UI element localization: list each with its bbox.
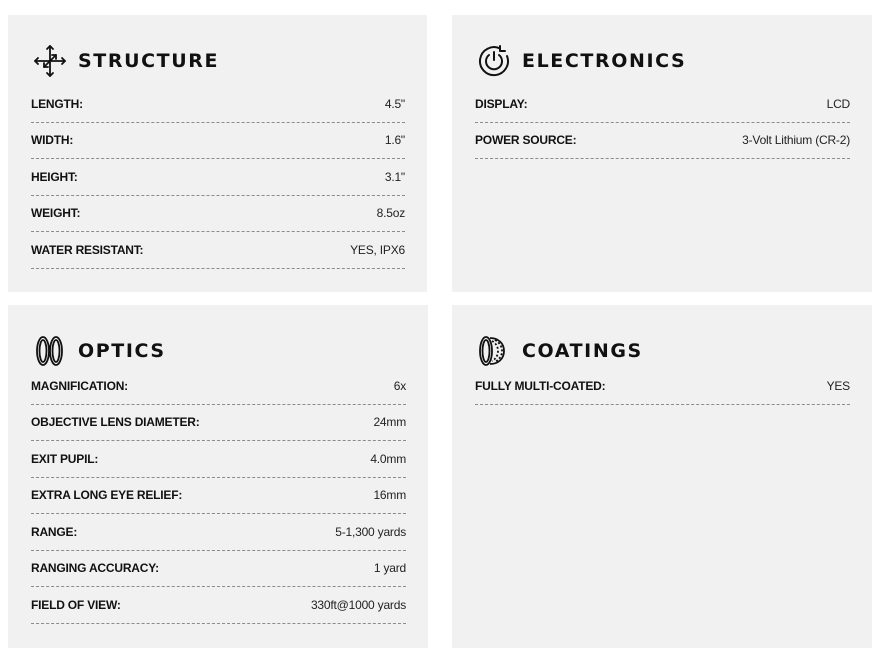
electronics-header xyxy=(476,43,686,79)
spec-label: RANGING ACCURACY: xyxy=(31,561,159,576)
spec-label: FIELD OF VIEW: xyxy=(31,597,121,612)
coatings-header xyxy=(476,333,643,369)
spec-value: 24mm xyxy=(373,415,406,430)
spec-value: 330ft@1000 yards xyxy=(310,597,406,612)
structure-title: STRUCTURE xyxy=(78,50,220,72)
lens-rings-icon xyxy=(32,333,68,369)
spec-value: YES, IPX6 xyxy=(350,242,405,257)
coatings-spec-list xyxy=(475,368,850,405)
spec-value: YES xyxy=(826,378,850,393)
spec-value: 3-Volt Lithium (CR-2) xyxy=(742,133,850,148)
optics-title: OPTICS xyxy=(78,340,166,362)
spec-row-range xyxy=(31,514,406,551)
spec-label: DISPLAY: xyxy=(475,96,528,111)
spec-row-length xyxy=(31,86,405,123)
electronics-spec-list xyxy=(475,86,850,159)
spec-value: LCD xyxy=(826,96,850,111)
structure-spec-list xyxy=(31,86,405,269)
spec-label: POWER SOURCE: xyxy=(475,133,577,148)
spec-value: 4.5" xyxy=(384,96,405,111)
spec-row-objective-lens-diameter xyxy=(31,405,406,442)
spec-row-exit-pupil xyxy=(31,441,406,478)
spec-row-display xyxy=(475,86,850,123)
optics-header xyxy=(32,333,166,369)
coatings-title: COATINGS xyxy=(522,340,643,362)
spec-label: WIDTH: xyxy=(31,133,74,148)
spec-row-width xyxy=(31,123,405,160)
spec-label: FULLY MULTI-COATED: xyxy=(475,378,606,393)
spec-row-field-of-view xyxy=(31,587,406,624)
spec-label: WEIGHT: xyxy=(31,206,81,221)
spec-row-power-source xyxy=(475,123,850,160)
spec-row-eye-relief xyxy=(31,478,406,515)
spec-value: 6x xyxy=(393,378,406,393)
spec-label: EXTRA LONG EYE RELIEF: xyxy=(31,488,183,503)
electronics-title: ELECTRONICS xyxy=(522,50,687,72)
spec-value: 8.5oz xyxy=(376,206,405,221)
structure-card xyxy=(8,15,427,292)
optics-spec-list xyxy=(31,368,406,624)
power-cycle-icon xyxy=(476,43,512,79)
coatings-card xyxy=(452,305,872,648)
optics-card xyxy=(8,305,428,648)
spec-value: 4.0mm xyxy=(370,451,406,466)
spec-row-weight xyxy=(31,196,405,233)
spec-row-ranging-accuracy xyxy=(31,551,406,588)
structure-header xyxy=(32,43,219,79)
spec-value: 16mm xyxy=(373,488,406,503)
spec-label: MAGNIFICATION: xyxy=(31,378,128,393)
spec-label: RANGE: xyxy=(31,524,78,539)
spec-row-fully-multi-coated xyxy=(475,368,850,405)
spec-value: 1 yard xyxy=(373,561,406,576)
spec-row-magnification xyxy=(31,368,406,405)
coated-lens-icon xyxy=(476,333,512,369)
arrows-move-icon xyxy=(32,43,68,79)
spec-label: OBJECTIVE LENS DIAMETER: xyxy=(31,415,200,430)
spec-label: EXIT PUPIL: xyxy=(31,451,99,466)
spec-value: 1.6" xyxy=(384,133,405,148)
spec-row-water-resistant xyxy=(31,232,405,269)
spec-label: HEIGHT: xyxy=(31,169,78,184)
electronics-card xyxy=(452,15,872,292)
spec-value: 3.1" xyxy=(384,169,405,184)
spec-label: LENGTH: xyxy=(31,96,83,111)
spec-label: WATER RESISTANT: xyxy=(31,242,144,257)
spec-row-height xyxy=(31,159,405,196)
spec-value: 5-1,300 yards xyxy=(335,524,406,539)
